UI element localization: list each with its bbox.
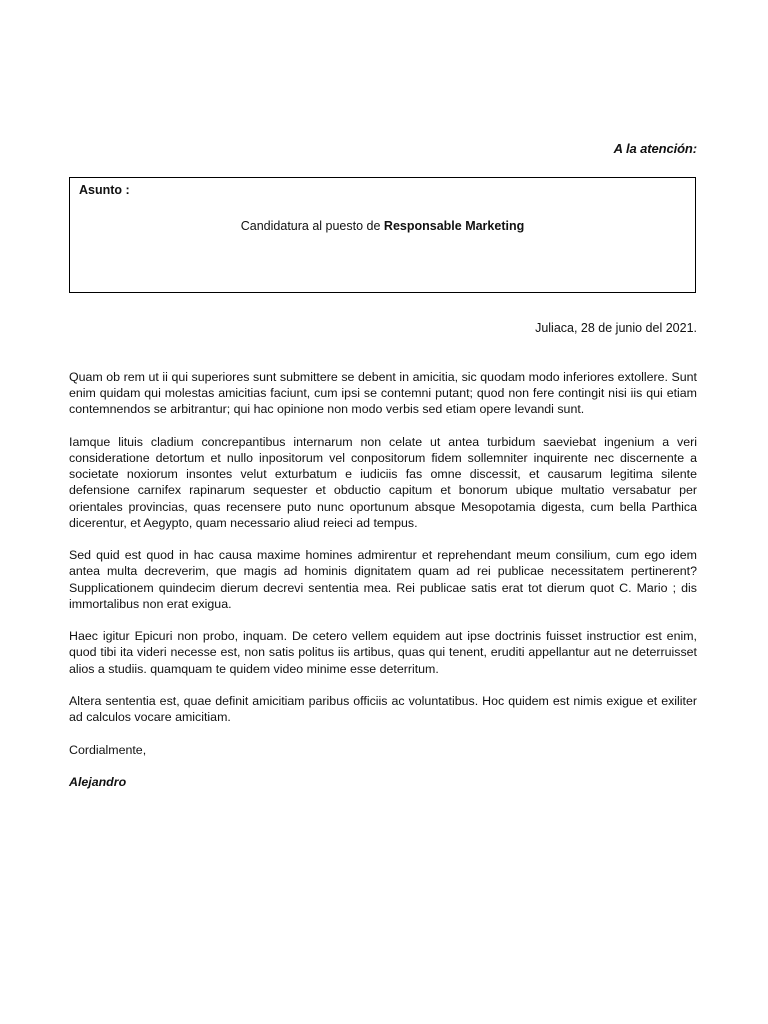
body-paragraph: Altera sententia est, quae definit amicitiam paribus officiis ac voluntatibus. Hoc quidem est nimis exigue et exiliter ad calculos vocare amicitiam. — [69, 694, 697, 725]
attention-heading: A la atención: — [613, 141, 697, 156]
body-paragraph: Haec igitur Epicuri non probo, inquam. De cetero vellem equidem aut ipse doctrinis fuisset instructior est enim, quod tibi ita videri necesse est, non satis politus iis artibus, quas qui tenent, eruditi appellantur aut ne deterruisset alios a studiis. quamquam te quidem video minime esse deterritum. — [69, 629, 697, 676]
subject-box — [69, 177, 696, 293]
closing-line: Cordialmente, — [69, 742, 147, 757]
subject-label: Asunto : — [79, 183, 130, 197]
body-paragraph: Quam ob rem ut ii qui superiores sunt submittere se debent in amicitia, sic quodam modo inferiores extollere. Sunt enim quidam qui molestas amicitias faciunt, cum ipsi se contemni putant; quod non fere contingit nisi iis qui etiam contemnendos se arbitrantur; qui hac opinione non modo verbis sed etiam opere levandi sunt. — [69, 370, 697, 417]
body-paragraph: Iamque lituis cladium concrepantibus internarum non celate ut antea turbidum saeviebat ingenium a veri consideratione detortum et nullo inpositorum vel conpositorum fidem sollemniter inquirente nec discernente a societate noxiorum insontes velut exturbatum e iudiciis fas omne discessit, et causarum legitima silente defensione carnifex rapinarum sequester et obductio capitum et bonorum ubique multatio versabatur per orientales provincias, quas recensere puto nunc oportunum absque Mesopotamia digesta, cum bella Parthica dicerentur, et Aegypto, quam necessario aliud reieci ad tempus. — [69, 434, 697, 530]
subject-position: Responsable Marketing — [383, 219, 525, 233]
subject-line — [70, 219, 695, 233]
letter-body — [69, 369, 697, 790]
body-paragraph: Sed quid est quod in hac causa maxime homines admirentur et reprehendant meum consilium, cum ego idem antea multa decreverim, que magis ad hominis dignitatem quam ad rei publicae necessitatem pertinerent? Supplicationem quindecim dierum decrevi sententia mea. Rei publicae satis erat tot dierum quot C. Mario ; dis immortalibus non erat exigua. — [69, 548, 697, 611]
signature: Alejandro — [69, 774, 127, 789]
subject-prefix: Candidatura al puesto de — [240, 219, 384, 233]
date-line: Juliaca, 28 de junio del 2021. — [535, 321, 697, 335]
